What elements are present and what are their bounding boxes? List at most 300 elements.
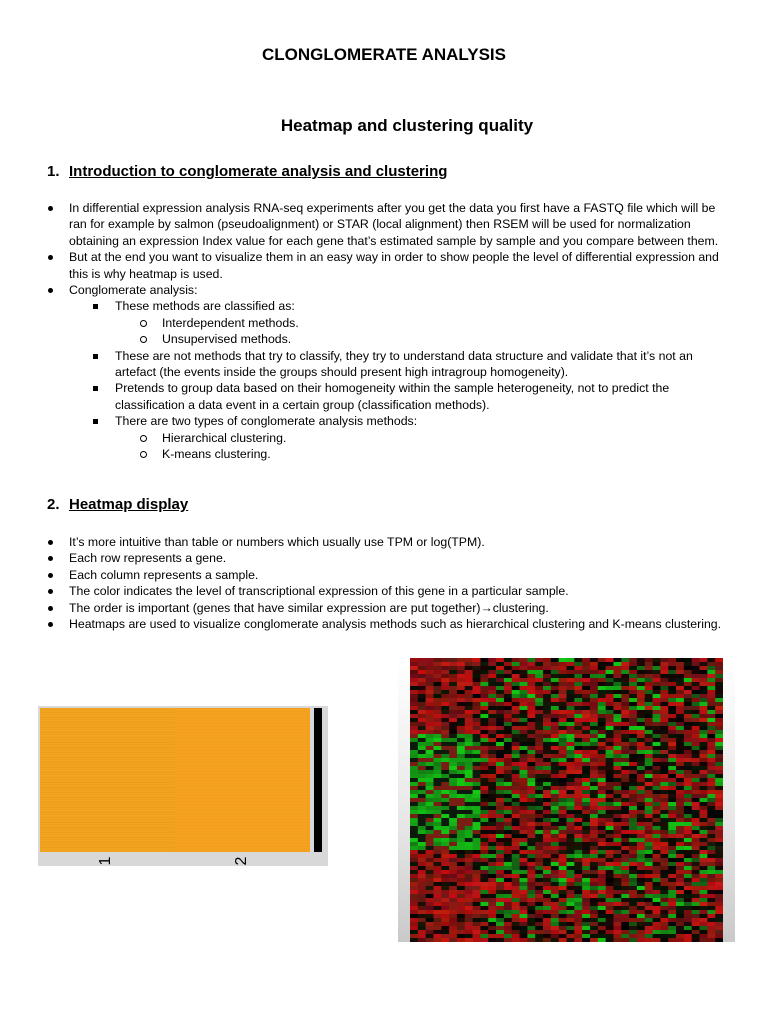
heatmap-cell bbox=[613, 770, 621, 774]
heatmap-cell bbox=[512, 810, 520, 814]
nested-list-item bbox=[47, 315, 727, 331]
heatmap-cell bbox=[426, 702, 434, 706]
heatmap-cell bbox=[692, 786, 700, 790]
heatmap-cell bbox=[535, 882, 543, 886]
heatmap-cell bbox=[606, 730, 614, 734]
heatmap-cell bbox=[715, 918, 723, 922]
heatmap-cell bbox=[520, 746, 528, 750]
heatmap-cell bbox=[668, 682, 676, 686]
heatmap-cell bbox=[457, 786, 465, 790]
heatmap-cell bbox=[465, 766, 473, 770]
heatmap-cell bbox=[449, 690, 457, 694]
heatmap-cell bbox=[598, 854, 606, 858]
heatmap-cell bbox=[598, 698, 606, 702]
heatmap-cell bbox=[418, 814, 426, 818]
heatmap-cell bbox=[567, 922, 575, 926]
heatmap-cell bbox=[465, 738, 473, 742]
heatmap-cell bbox=[676, 874, 684, 878]
heatmap-cell bbox=[637, 726, 645, 730]
heatmap-cell bbox=[410, 730, 418, 734]
heatmap-cell bbox=[676, 738, 684, 742]
heatmap-cell bbox=[684, 878, 692, 882]
heatmap-cell bbox=[676, 694, 684, 698]
heatmap-cell bbox=[660, 922, 668, 926]
heatmap-cell bbox=[692, 842, 700, 846]
heatmap-cell bbox=[700, 770, 708, 774]
heatmap-cell bbox=[707, 694, 715, 698]
heatmap-cell bbox=[543, 854, 551, 858]
heatmap-cell bbox=[598, 886, 606, 890]
heatmap-cell bbox=[613, 758, 621, 762]
heatmap-cell bbox=[527, 802, 535, 806]
heatmap-cell bbox=[441, 726, 449, 730]
heatmap-cell bbox=[543, 698, 551, 702]
heatmap-cell bbox=[465, 706, 473, 710]
heatmap-cell bbox=[645, 782, 653, 786]
heatmap-cell bbox=[473, 766, 481, 770]
heatmap-cell bbox=[707, 870, 715, 874]
heatmap-cell bbox=[567, 934, 575, 938]
heatmap-cell bbox=[707, 674, 715, 678]
heatmap-cell bbox=[629, 842, 637, 846]
heatmap-cell bbox=[488, 834, 496, 838]
heatmap-cell bbox=[441, 722, 449, 726]
heatmap-cell bbox=[676, 810, 684, 814]
heatmap-cell bbox=[606, 794, 614, 798]
heatmap-cell bbox=[496, 794, 504, 798]
heatmap-cell bbox=[606, 926, 614, 930]
heatmap-cell bbox=[520, 722, 528, 726]
heatmap-cell bbox=[441, 926, 449, 930]
heatmap-cell bbox=[465, 794, 473, 798]
heatmap-cell bbox=[621, 698, 629, 702]
heatmap-cell bbox=[473, 750, 481, 754]
heatmap-cell bbox=[520, 730, 528, 734]
heatmap-cell bbox=[418, 698, 426, 702]
heatmap-cell bbox=[715, 774, 723, 778]
heatmap-cell bbox=[426, 766, 434, 770]
heatmap-cell bbox=[715, 902, 723, 906]
heatmap-cell bbox=[457, 930, 465, 934]
heatmap-cell bbox=[613, 846, 621, 850]
heatmap-cell bbox=[441, 778, 449, 782]
heatmap-cell bbox=[559, 882, 567, 886]
heatmap-cell bbox=[574, 822, 582, 826]
nested-list-item bbox=[47, 446, 727, 462]
heatmap-cell bbox=[504, 938, 512, 942]
heatmap-cell bbox=[496, 818, 504, 822]
heatmap-cell bbox=[433, 746, 441, 750]
heatmap-cell bbox=[418, 762, 426, 766]
heatmap-cell bbox=[629, 750, 637, 754]
heatmap-cell bbox=[621, 802, 629, 806]
heatmap-cell bbox=[645, 674, 653, 678]
heatmap-cell bbox=[715, 822, 723, 826]
heatmap-cell bbox=[520, 894, 528, 898]
heatmap-cell bbox=[707, 682, 715, 686]
heatmap-cell bbox=[418, 934, 426, 938]
heatmap-cell bbox=[637, 906, 645, 910]
heatmap-cell bbox=[418, 822, 426, 826]
heatmap-cell bbox=[535, 830, 543, 834]
heatmap-cell bbox=[692, 722, 700, 726]
heatmap-cell bbox=[684, 762, 692, 766]
heatmap-cell bbox=[418, 674, 426, 678]
heatmap-cell bbox=[621, 918, 629, 922]
heatmap-cell bbox=[543, 734, 551, 738]
heatmap-cell bbox=[582, 666, 590, 670]
heatmap-cell bbox=[613, 842, 621, 846]
heatmap-cell bbox=[629, 706, 637, 710]
heatmap-cell bbox=[520, 886, 528, 890]
heatmap-cell bbox=[512, 706, 520, 710]
heatmap-cell bbox=[590, 878, 598, 882]
heatmap-cell bbox=[668, 910, 676, 914]
heatmap-cell bbox=[707, 794, 715, 798]
heatmap-cell bbox=[543, 786, 551, 790]
heatmap-cell bbox=[488, 798, 496, 802]
heatmap-cell bbox=[551, 802, 559, 806]
heatmap-cell bbox=[527, 934, 535, 938]
heatmap-cell bbox=[684, 898, 692, 902]
heatmap-cell bbox=[574, 862, 582, 866]
heatmap-cell bbox=[582, 726, 590, 730]
heatmap-cell bbox=[433, 810, 441, 814]
heatmap-cell bbox=[543, 666, 551, 670]
heatmap-cell bbox=[621, 786, 629, 790]
heatmap-cell bbox=[449, 930, 457, 934]
heatmap-cell bbox=[598, 730, 606, 734]
heatmap-cell bbox=[426, 726, 434, 730]
list-item-text: Hierarchical clustering. bbox=[162, 430, 287, 445]
heatmap-cell bbox=[551, 694, 559, 698]
heatmap-cell bbox=[621, 750, 629, 754]
heatmap-cell bbox=[418, 682, 426, 686]
heatmap-cell bbox=[621, 926, 629, 930]
heatmap-cell bbox=[449, 810, 457, 814]
heatmap-cell bbox=[441, 710, 449, 714]
heatmap-cell bbox=[433, 770, 441, 774]
heatmap-cell bbox=[480, 778, 488, 782]
heatmap-cell bbox=[527, 698, 535, 702]
heatmap-cell bbox=[418, 746, 426, 750]
heatmap-cell bbox=[715, 686, 723, 690]
heatmap-cell bbox=[527, 882, 535, 886]
heatmap-cell bbox=[668, 886, 676, 890]
heatmap-cell bbox=[559, 922, 567, 926]
heatmap-cell bbox=[457, 798, 465, 802]
heatmap-cell bbox=[488, 738, 496, 742]
heatmap-cell bbox=[465, 774, 473, 778]
heatmap-cell bbox=[645, 758, 653, 762]
heatmap-cell bbox=[410, 862, 418, 866]
heatmap-cell bbox=[457, 690, 465, 694]
heatmap-cell bbox=[441, 890, 449, 894]
heatmap-cell bbox=[488, 842, 496, 846]
heatmap-cell bbox=[504, 878, 512, 882]
heatmap-cell bbox=[433, 694, 441, 698]
heatmap-cell bbox=[426, 698, 434, 702]
heatmap-cell bbox=[707, 726, 715, 730]
heatmap-cell bbox=[653, 846, 661, 850]
heatmap-cell bbox=[426, 714, 434, 718]
heatmap-cell bbox=[559, 746, 567, 750]
heatmap-cell bbox=[707, 854, 715, 858]
heatmap-cell bbox=[574, 730, 582, 734]
heatmap-cell bbox=[574, 762, 582, 766]
heatmap-cell bbox=[598, 922, 606, 926]
heatmap-cell bbox=[606, 662, 614, 666]
heatmap-cell bbox=[668, 786, 676, 790]
heatmap-cell bbox=[700, 706, 708, 710]
heatmap-cell bbox=[496, 758, 504, 762]
heatmap-cell bbox=[668, 798, 676, 802]
heatmap-cell bbox=[715, 846, 723, 850]
heatmap-cell bbox=[684, 938, 692, 942]
heatmap-cell bbox=[496, 838, 504, 842]
heatmap-cell bbox=[567, 870, 575, 874]
heatmap-cell bbox=[707, 906, 715, 910]
heatmap-cell bbox=[433, 778, 441, 782]
heatmap-cell bbox=[660, 810, 668, 814]
heatmap-cell bbox=[551, 882, 559, 886]
heatmap-cell bbox=[441, 918, 449, 922]
heatmap-cell bbox=[449, 934, 457, 938]
heatmap-cell bbox=[512, 922, 520, 926]
heatmap-cell bbox=[473, 666, 481, 670]
heatmap-cell bbox=[504, 866, 512, 870]
heatmap-cell bbox=[543, 846, 551, 850]
heatmap-cell bbox=[504, 694, 512, 698]
heatmap-cell bbox=[613, 806, 621, 810]
heatmap-cell bbox=[426, 838, 434, 842]
heatmap-cell bbox=[473, 846, 481, 850]
heatmap-cell bbox=[668, 686, 676, 690]
heatmap-cell bbox=[582, 702, 590, 706]
heatmap-cell bbox=[660, 798, 668, 802]
heatmap-cell bbox=[582, 722, 590, 726]
heatmap-cell bbox=[426, 902, 434, 906]
heatmap-cell bbox=[559, 862, 567, 866]
heatmap-cell bbox=[574, 914, 582, 918]
heatmap-cell bbox=[637, 734, 645, 738]
heatmap-cell bbox=[700, 850, 708, 854]
heatmap-cell bbox=[598, 782, 606, 786]
heatmap-cell bbox=[441, 838, 449, 842]
heatmap-cell bbox=[645, 690, 653, 694]
heatmap-cell bbox=[700, 902, 708, 906]
heatmap-cell bbox=[582, 682, 590, 686]
heatmap-cell bbox=[457, 854, 465, 858]
heatmap-cell bbox=[621, 706, 629, 710]
heatmap-cell bbox=[441, 886, 449, 890]
heatmap-cell bbox=[700, 694, 708, 698]
heatmap-cell bbox=[629, 886, 637, 890]
heatmap-cell bbox=[559, 674, 567, 678]
heatmap-cell bbox=[551, 890, 559, 894]
heatmap-cell bbox=[441, 782, 449, 786]
heatmap-cell bbox=[621, 858, 629, 862]
heatmap-cell bbox=[465, 938, 473, 942]
heatmap-cell bbox=[480, 910, 488, 914]
heatmap-cell bbox=[426, 718, 434, 722]
heatmap-cell bbox=[590, 838, 598, 842]
heatmap-cell bbox=[613, 802, 621, 806]
heatmap-cell bbox=[433, 886, 441, 890]
heatmap-cell bbox=[410, 698, 418, 702]
heatmap-cell bbox=[606, 802, 614, 806]
heatmap-cell bbox=[488, 910, 496, 914]
heatmap-cell bbox=[692, 798, 700, 802]
heatmap-cell bbox=[637, 770, 645, 774]
heatmap-cell bbox=[676, 842, 684, 846]
heatmap-cell bbox=[551, 810, 559, 814]
heatmap-cell bbox=[473, 670, 481, 674]
heatmap-cell bbox=[488, 710, 496, 714]
heatmap-cell bbox=[637, 910, 645, 914]
heatmap-cell bbox=[668, 726, 676, 730]
heatmap-cell bbox=[551, 754, 559, 758]
heatmap-cell bbox=[527, 774, 535, 778]
heatmap-cell bbox=[449, 842, 457, 846]
heatmap-cell bbox=[433, 714, 441, 718]
heatmap-cell bbox=[465, 690, 473, 694]
heatmap-cell bbox=[606, 690, 614, 694]
heatmap-cell bbox=[621, 890, 629, 894]
heatmap-cell bbox=[660, 818, 668, 822]
heatmap-cell bbox=[660, 838, 668, 842]
heatmap-cell bbox=[606, 738, 614, 742]
heatmap-cell bbox=[488, 898, 496, 902]
heatmap-cell bbox=[684, 902, 692, 906]
heatmap-cell bbox=[465, 750, 473, 754]
heatmap-cell bbox=[567, 658, 575, 662]
heatmap-cell bbox=[551, 678, 559, 682]
heatmap-cell bbox=[660, 902, 668, 906]
heatmap-cell bbox=[535, 902, 543, 906]
heatmap-cell bbox=[441, 770, 449, 774]
heatmap-cell bbox=[551, 762, 559, 766]
heatmap-cell bbox=[598, 930, 606, 934]
heatmap-cell bbox=[457, 934, 465, 938]
heatmap-cell bbox=[418, 830, 426, 834]
heatmap-cell bbox=[567, 914, 575, 918]
heatmap-cell bbox=[535, 658, 543, 662]
heatmap-cell bbox=[480, 830, 488, 834]
heatmap-cell bbox=[668, 698, 676, 702]
heatmap-cell bbox=[449, 850, 457, 854]
heatmap-cell bbox=[700, 890, 708, 894]
heatmap-cell bbox=[621, 742, 629, 746]
heatmap-cell bbox=[629, 822, 637, 826]
heatmap-cell bbox=[426, 854, 434, 858]
heatmap-cell bbox=[496, 814, 504, 818]
heatmap-cell bbox=[535, 710, 543, 714]
heatmap-cell bbox=[496, 746, 504, 750]
heatmap-cell bbox=[660, 718, 668, 722]
heatmap-cell bbox=[637, 814, 645, 818]
heatmap-cell bbox=[621, 878, 629, 882]
heatmap-cell bbox=[590, 882, 598, 886]
heatmap-cell bbox=[559, 762, 567, 766]
heatmap-cell bbox=[574, 802, 582, 806]
heatmap-cell bbox=[653, 886, 661, 890]
heatmap-cell bbox=[715, 782, 723, 786]
heatmap-cell bbox=[684, 722, 692, 726]
heatmap-cell bbox=[613, 894, 621, 898]
heatmap-cell bbox=[590, 894, 598, 898]
heatmap-cell bbox=[668, 902, 676, 906]
heatmap-cell bbox=[629, 742, 637, 746]
heatmap-cell bbox=[520, 782, 528, 786]
heatmap-cell bbox=[520, 738, 528, 742]
heatmap-cell bbox=[621, 826, 629, 830]
heatmap-cell bbox=[621, 810, 629, 814]
heatmap-cell bbox=[660, 898, 668, 902]
heatmap-cell bbox=[598, 678, 606, 682]
heatmap-cell bbox=[660, 758, 668, 762]
heatmap-cell bbox=[684, 890, 692, 894]
heatmap-cell bbox=[527, 846, 535, 850]
heatmap-cell bbox=[449, 854, 457, 858]
heatmap-cell bbox=[660, 742, 668, 746]
heatmap-cell bbox=[606, 914, 614, 918]
heatmap-cell bbox=[426, 898, 434, 902]
heatmap-cell bbox=[551, 858, 559, 862]
heatmap-cell bbox=[527, 922, 535, 926]
heatmap-cell bbox=[457, 678, 465, 682]
heatmap-cell bbox=[418, 798, 426, 802]
heatmap-cell bbox=[598, 746, 606, 750]
heatmap-cell bbox=[676, 934, 684, 938]
heatmap-cell bbox=[410, 806, 418, 810]
heatmap-cell bbox=[512, 766, 520, 770]
heatmap-cell bbox=[480, 818, 488, 822]
section-heading-heatmap-display bbox=[47, 496, 188, 513]
heatmap-cell bbox=[676, 914, 684, 918]
heatmap-cell bbox=[668, 770, 676, 774]
heatmap-cell bbox=[668, 766, 676, 770]
heatmap-cell bbox=[527, 726, 535, 730]
heatmap-cell bbox=[637, 802, 645, 806]
heatmap-cell bbox=[433, 798, 441, 802]
heatmap-cell bbox=[410, 934, 418, 938]
heatmap-cell bbox=[418, 690, 426, 694]
heatmap-cell bbox=[512, 686, 520, 690]
heatmap-cell bbox=[692, 678, 700, 682]
heatmap-cell bbox=[613, 730, 621, 734]
heatmap-cell bbox=[520, 854, 528, 858]
heatmap-cell bbox=[480, 862, 488, 866]
heatmap-cell bbox=[410, 882, 418, 886]
heatmap-cell bbox=[653, 766, 661, 770]
heatmap-cell bbox=[480, 802, 488, 806]
heatmap-cell bbox=[551, 742, 559, 746]
heatmap-cell bbox=[441, 714, 449, 718]
heatmap-cell bbox=[512, 814, 520, 818]
heatmap-cell bbox=[606, 870, 614, 874]
heatmap-cell bbox=[441, 826, 449, 830]
heatmap-cell bbox=[574, 790, 582, 794]
heatmap-cell bbox=[473, 702, 481, 706]
heatmap-cell bbox=[465, 862, 473, 866]
heatmap-cell bbox=[496, 822, 504, 826]
heatmap-cell bbox=[457, 658, 465, 662]
heatmap-cell bbox=[606, 902, 614, 906]
heatmap-cell bbox=[535, 694, 543, 698]
heatmap-cell bbox=[668, 814, 676, 818]
heatmap-cell bbox=[582, 798, 590, 802]
